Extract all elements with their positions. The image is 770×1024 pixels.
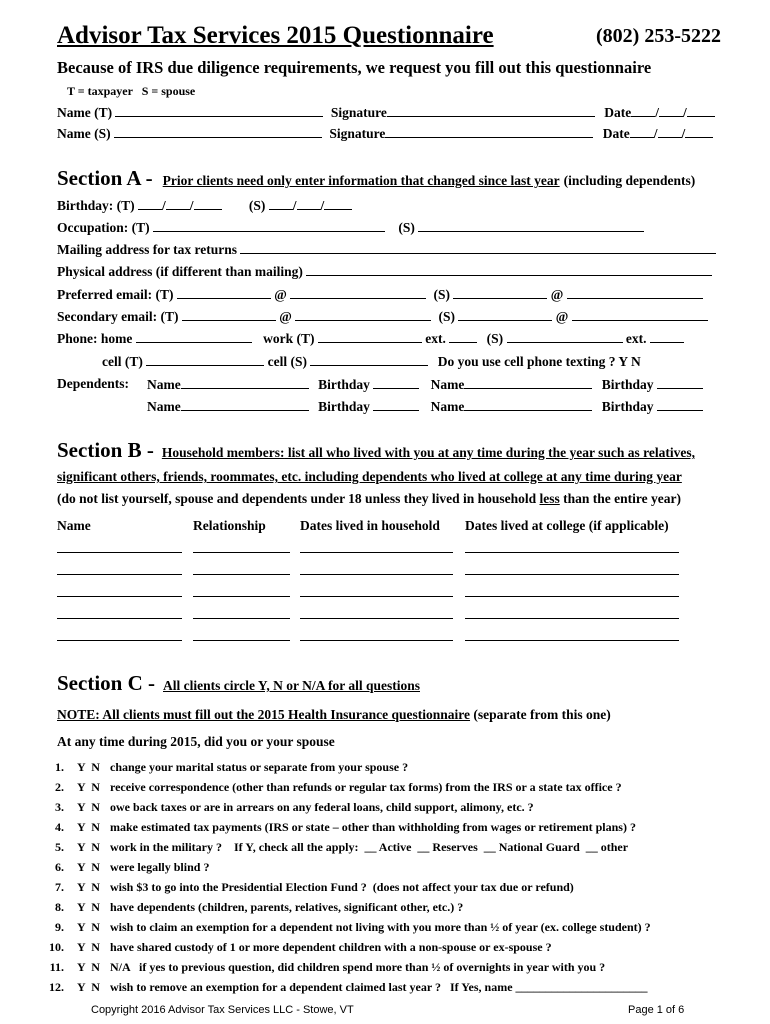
mailing-row — [57, 241, 716, 258]
cell-t-label: cell (T) — [102, 354, 143, 369]
yes-no-choice[interactable]: Y N — [77, 980, 100, 994]
birthday-t-year[interactable] — [194, 197, 222, 210]
question-text: have shared custody of 1 or more dependent children with a non-spouse or ex-spouse ? — [110, 940, 552, 954]
dependent-name-field[interactable] — [464, 398, 592, 411]
household-field[interactable] — [465, 596, 679, 597]
signature-s-label: Signature — [329, 126, 386, 141]
form-title: Advisor Tax Services 2015 Questionnaire — [57, 22, 494, 49]
question-item — [40, 820, 740, 836]
date-sep: / — [320, 198, 325, 213]
question-text: wish to claim an exemption for a dependent not living with you more than ½ of year (ex. college student) ? — [110, 920, 651, 934]
dependent-name-field[interactable] — [464, 376, 592, 389]
preferred-email-t-user[interactable] — [177, 286, 271, 299]
signature-t-field[interactable] — [387, 104, 595, 117]
secondary-email-row — [57, 308, 708, 325]
question-text: change your marital status or separate from your spouse ? — [110, 760, 409, 774]
dependent-birthday-field[interactable] — [373, 376, 419, 389]
dependent-birthday-label: Birthday — [318, 377, 370, 392]
phone-home-label: Phone: home — [57, 331, 133, 346]
household-field[interactable] — [300, 552, 453, 553]
question-text: N/A if yes to previous question, did children spend more than ½ of overnights in year with you ? — [110, 960, 606, 974]
occupation-s-field[interactable] — [418, 219, 644, 232]
dependent-birthday-field[interactable] — [657, 398, 703, 411]
phone-number: (802) 253-5222 — [596, 25, 721, 47]
section-b-line3-pre: (do not list yourself, spouse and dependents under 18 unless they lived in household — [57, 491, 540, 506]
name-s-label: Name (S) — [57, 126, 111, 141]
birthday-s-label: (S) — [248, 198, 266, 213]
household-field[interactable] — [57, 640, 182, 641]
section-a-heading — [57, 166, 695, 191]
birthday-t-day[interactable] — [166, 197, 190, 210]
question-text: were legally blind ? — [110, 860, 210, 874]
section-b-less: less — [539, 491, 560, 506]
section-c-note — [57, 707, 611, 723]
work-s-field[interactable] — [507, 330, 623, 343]
household-field[interactable] — [193, 640, 290, 641]
occupation-s-label: (S) — [398, 220, 415, 235]
question-text: make estimated tax payments (IRS or state – other than withholding from wages or retirement plans) ? — [110, 820, 636, 834]
household-field[interactable] — [193, 574, 290, 575]
texting-question[interactable]: Do you use cell phone texting ? Y N — [437, 354, 641, 369]
question-text: have dependents (children, parents, relatives, significant other, etc.) ? — [110, 900, 464, 914]
ext-label: ext. — [625, 331, 647, 346]
question-text: work in the military ? If Y, check all the apply: __ Active __ Reserves __ National Guard __ other — [110, 840, 629, 854]
work-s-label: (S) — [486, 331, 504, 346]
date-sep: / — [683, 105, 687, 120]
date-t-day[interactable] — [659, 104, 683, 117]
secondary-email-s-user[interactable] — [458, 308, 552, 321]
preferred-email-label: Preferred email: (T) — [57, 287, 174, 302]
question-text: owe back taxes or are in arrears on any federal loans, child support, alimony, etc. ? — [110, 800, 534, 814]
section-c-title: Section C - — [57, 671, 155, 695]
secondary-email-s-label: (S) — [438, 309, 456, 324]
question-number: 10. — [49, 940, 64, 954]
section-b-line3 — [57, 491, 681, 507]
question-item — [40, 860, 740, 876]
date-sep: / — [655, 105, 660, 120]
question-text: wish to remove an exemption for a dependent claimed last year ? If Yes, name ______________________ — [110, 980, 648, 994]
household-field[interactable] — [193, 596, 290, 597]
form-subtitle: Because of IRS due diligence requirements, we request you fill out this questionnaire — [57, 58, 652, 77]
dependent-birthday-label: Birthday — [318, 399, 370, 414]
household-field[interactable] — [57, 596, 182, 597]
dependent-name-label: Name — [430, 399, 465, 414]
household-field[interactable] — [57, 618, 182, 619]
date-sep: / — [189, 198, 194, 213]
section-b-line3-post: than the entire year) — [559, 491, 681, 506]
question-text: receive correspondence (other than refunds or regular tax forms) from the IRS or a state tax office ? — [110, 780, 622, 794]
preferred-email-t-domain[interactable] — [290, 286, 426, 299]
birthday-t-month[interactable] — [138, 197, 162, 210]
question-item — [40, 760, 740, 776]
birthday-s-year[interactable] — [324, 197, 352, 210]
section-c-note-main: NOTE: All clients must fill out the 2015 Health Insurance questionnaire — [57, 707, 471, 722]
secondary-email-label: Secondary email: (T) — [57, 309, 179, 324]
question-item — [40, 920, 740, 936]
question-number: 12. — [49, 980, 64, 994]
col-relationship-header: Relationship — [193, 518, 266, 533]
date-sep: / — [681, 126, 686, 141]
occupation-label: Occupation: (T) — [57, 220, 150, 235]
dependent-name-field[interactable] — [181, 376, 309, 389]
household-field[interactable] — [465, 574, 679, 575]
yes-no-choice[interactable]: Y N — [77, 880, 100, 894]
household-field[interactable] — [465, 640, 679, 641]
col-name-header: Name — [57, 518, 91, 533]
question-number: 9. — [55, 920, 64, 934]
yes-no-choice[interactable]: Y N — [77, 860, 100, 874]
date-sep: / — [292, 198, 297, 213]
section-c-note-suffix: (separate from this one) — [470, 707, 611, 722]
section-a-note-suffix: (including dependents) — [563, 173, 696, 188]
signature-t-label: Signature — [330, 105, 387, 120]
name-t-row — [57, 104, 715, 121]
work-s-ext[interactable] — [650, 330, 684, 343]
question-item — [40, 940, 740, 956]
name-s-row — [57, 125, 713, 142]
section-c-instruction: All clients circle Y, N or N/A for all questions — [163, 678, 420, 693]
question-number: 11. — [49, 960, 64, 974]
dependent-birthday-field[interactable] — [373, 398, 419, 411]
secondary-email-t-domain[interactable] — [295, 308, 431, 321]
date-s-month[interactable] — [630, 125, 654, 138]
dependent-birthday-field[interactable] — [657, 376, 703, 389]
name-t-label: Name (T) — [57, 105, 113, 120]
household-field[interactable] — [300, 618, 453, 619]
section-b-heading — [57, 438, 695, 463]
col-household-header: Dates lived in household — [300, 518, 440, 533]
yes-no-choice[interactable]: Y N — [77, 960, 100, 974]
date-s-label: Date — [602, 126, 630, 141]
section-b-heading-label: Household members: — [161, 445, 285, 460]
question-item — [40, 900, 740, 916]
question-item — [40, 800, 740, 816]
section-a-title: Section A - — [57, 166, 153, 190]
question-number: 4. — [55, 820, 64, 834]
preferred-email-s-user[interactable] — [453, 286, 547, 299]
secondary-email-s-domain[interactable] — [572, 308, 708, 321]
household-field[interactable] — [193, 552, 290, 553]
section-b-line1: list all who lived with you at any time during the year such as relatives, — [284, 445, 695, 460]
question-item — [40, 880, 740, 896]
birthday-s-day[interactable] — [297, 197, 321, 210]
section-b-line2: significant others, friends, roommates, etc. including dependents who lived at college at any time during year — [57, 469, 682, 484]
household-field[interactable] — [300, 596, 453, 597]
household-field[interactable] — [300, 574, 453, 575]
yes-no-choice[interactable]: Y N — [77, 820, 100, 834]
mailing-label: Mailing address for tax returns — [57, 242, 238, 257]
footer-page: Page 1 of 6 — [628, 1004, 685, 1016]
dependents-label: Dependents: — [57, 376, 130, 391]
birthday-row — [57, 197, 352, 214]
dependent-birthday-label: Birthday — [601, 377, 654, 392]
household-field[interactable] — [57, 552, 182, 553]
yes-no-choice[interactable]: Y N — [77, 840, 100, 854]
dependent-name-label: Name — [147, 377, 181, 392]
mailing-field[interactable] — [240, 241, 716, 254]
cell-s-field[interactable] — [310, 353, 428, 366]
footer-copyright: Copyright 2016 Advisor Tax Services LLC - Stowe, VT — [91, 1004, 354, 1016]
at-sign: @ — [279, 309, 292, 324]
dependent-birthday-label: Birthday — [601, 399, 654, 414]
question-number: 7. — [55, 880, 64, 894]
question-number: 1. — [55, 760, 64, 774]
secondary-email-t-user[interactable] — [182, 308, 276, 321]
dependent-name-label: Name — [430, 377, 465, 392]
household-field[interactable] — [465, 618, 679, 619]
question-number: 3. — [55, 800, 64, 814]
question-item — [40, 780, 740, 796]
work-t-label: work (T) — [263, 331, 315, 346]
date-t-label: Date — [604, 105, 632, 120]
question-number: 5. — [55, 840, 64, 854]
cell-s-label: cell (S) — [267, 354, 307, 369]
dependent-name-label: Name — [147, 399, 181, 414]
occupation-t-field[interactable] — [153, 219, 385, 232]
at-sign: @ — [550, 287, 564, 302]
legend: T = taxpayer S = spouse — [67, 84, 196, 98]
yes-no-choice[interactable]: Y N — [77, 920, 100, 934]
date-sep: / — [653, 126, 658, 141]
col-college-header: Dates lived at college (if applicable) — [465, 518, 669, 533]
section-b-title: Section B - — [57, 438, 154, 462]
at-sign: @ — [555, 309, 569, 324]
question-item — [40, 960, 740, 976]
yes-no-choice[interactable]: Y N — [77, 760, 100, 774]
date-t-month[interactable] — [631, 104, 655, 117]
ext-label: ext. — [425, 331, 446, 346]
question-text: wish $3 to go into the Presidential Election Fund ? (does not affect your tax due or refund) — [110, 880, 574, 894]
question-item — [40, 980, 740, 996]
household-field[interactable] — [300, 640, 453, 641]
question-number: 8. — [55, 900, 64, 914]
physical-label: Physical address (if different than mailing) — [57, 264, 303, 279]
yes-no-choice[interactable]: Y N — [77, 800, 100, 814]
cell-row — [102, 353, 641, 370]
household-field[interactable] — [465, 552, 679, 553]
question-number: 2. — [55, 780, 64, 794]
cell-t-field[interactable] — [146, 353, 264, 366]
question-number: 6. — [55, 860, 64, 874]
name-s-field[interactable] — [114, 125, 322, 138]
date-sep: / — [162, 198, 166, 213]
section-a-note: Prior clients need only enter information that changed since last year — [162, 173, 560, 188]
household-field[interactable] — [193, 618, 290, 619]
physical-row — [57, 263, 712, 280]
yes-no-choice[interactable]: Y N — [77, 900, 100, 914]
section-c-heading — [57, 671, 420, 696]
phone-home-field[interactable] — [136, 330, 252, 343]
date-s-day[interactable] — [658, 125, 682, 138]
question-item — [40, 840, 740, 856]
work-t-ext[interactable] — [449, 330, 477, 343]
work-t-field[interactable] — [318, 330, 422, 343]
dependent-name-field[interactable] — [181, 398, 309, 411]
preferred-email-s-label: (S) — [433, 287, 451, 302]
birthday-label: Birthday: (T) — [57, 198, 135, 213]
preferred-email-row — [57, 286, 703, 303]
at-sign: @ — [274, 287, 287, 302]
dependents-row-1 — [147, 376, 703, 393]
occupation-row — [57, 219, 644, 236]
signature-s-field[interactable] — [385, 125, 593, 138]
phone-row — [57, 330, 684, 347]
household-field[interactable] — [57, 574, 182, 575]
yes-no-choice[interactable]: Y N — [77, 780, 100, 794]
name-t-field[interactable] — [115, 104, 323, 117]
section-c-intro: At any time during 2015, did you or your spouse — [57, 734, 335, 749]
dependents-row-2 — [147, 398, 703, 415]
date-s-year[interactable] — [685, 125, 713, 138]
preferred-email-s-domain[interactable] — [567, 286, 703, 299]
birthday-s-month[interactable] — [269, 197, 293, 210]
date-t-year[interactable] — [687, 104, 715, 117]
yes-no-choice[interactable]: Y N — [77, 940, 100, 954]
physical-field[interactable] — [306, 263, 712, 276]
